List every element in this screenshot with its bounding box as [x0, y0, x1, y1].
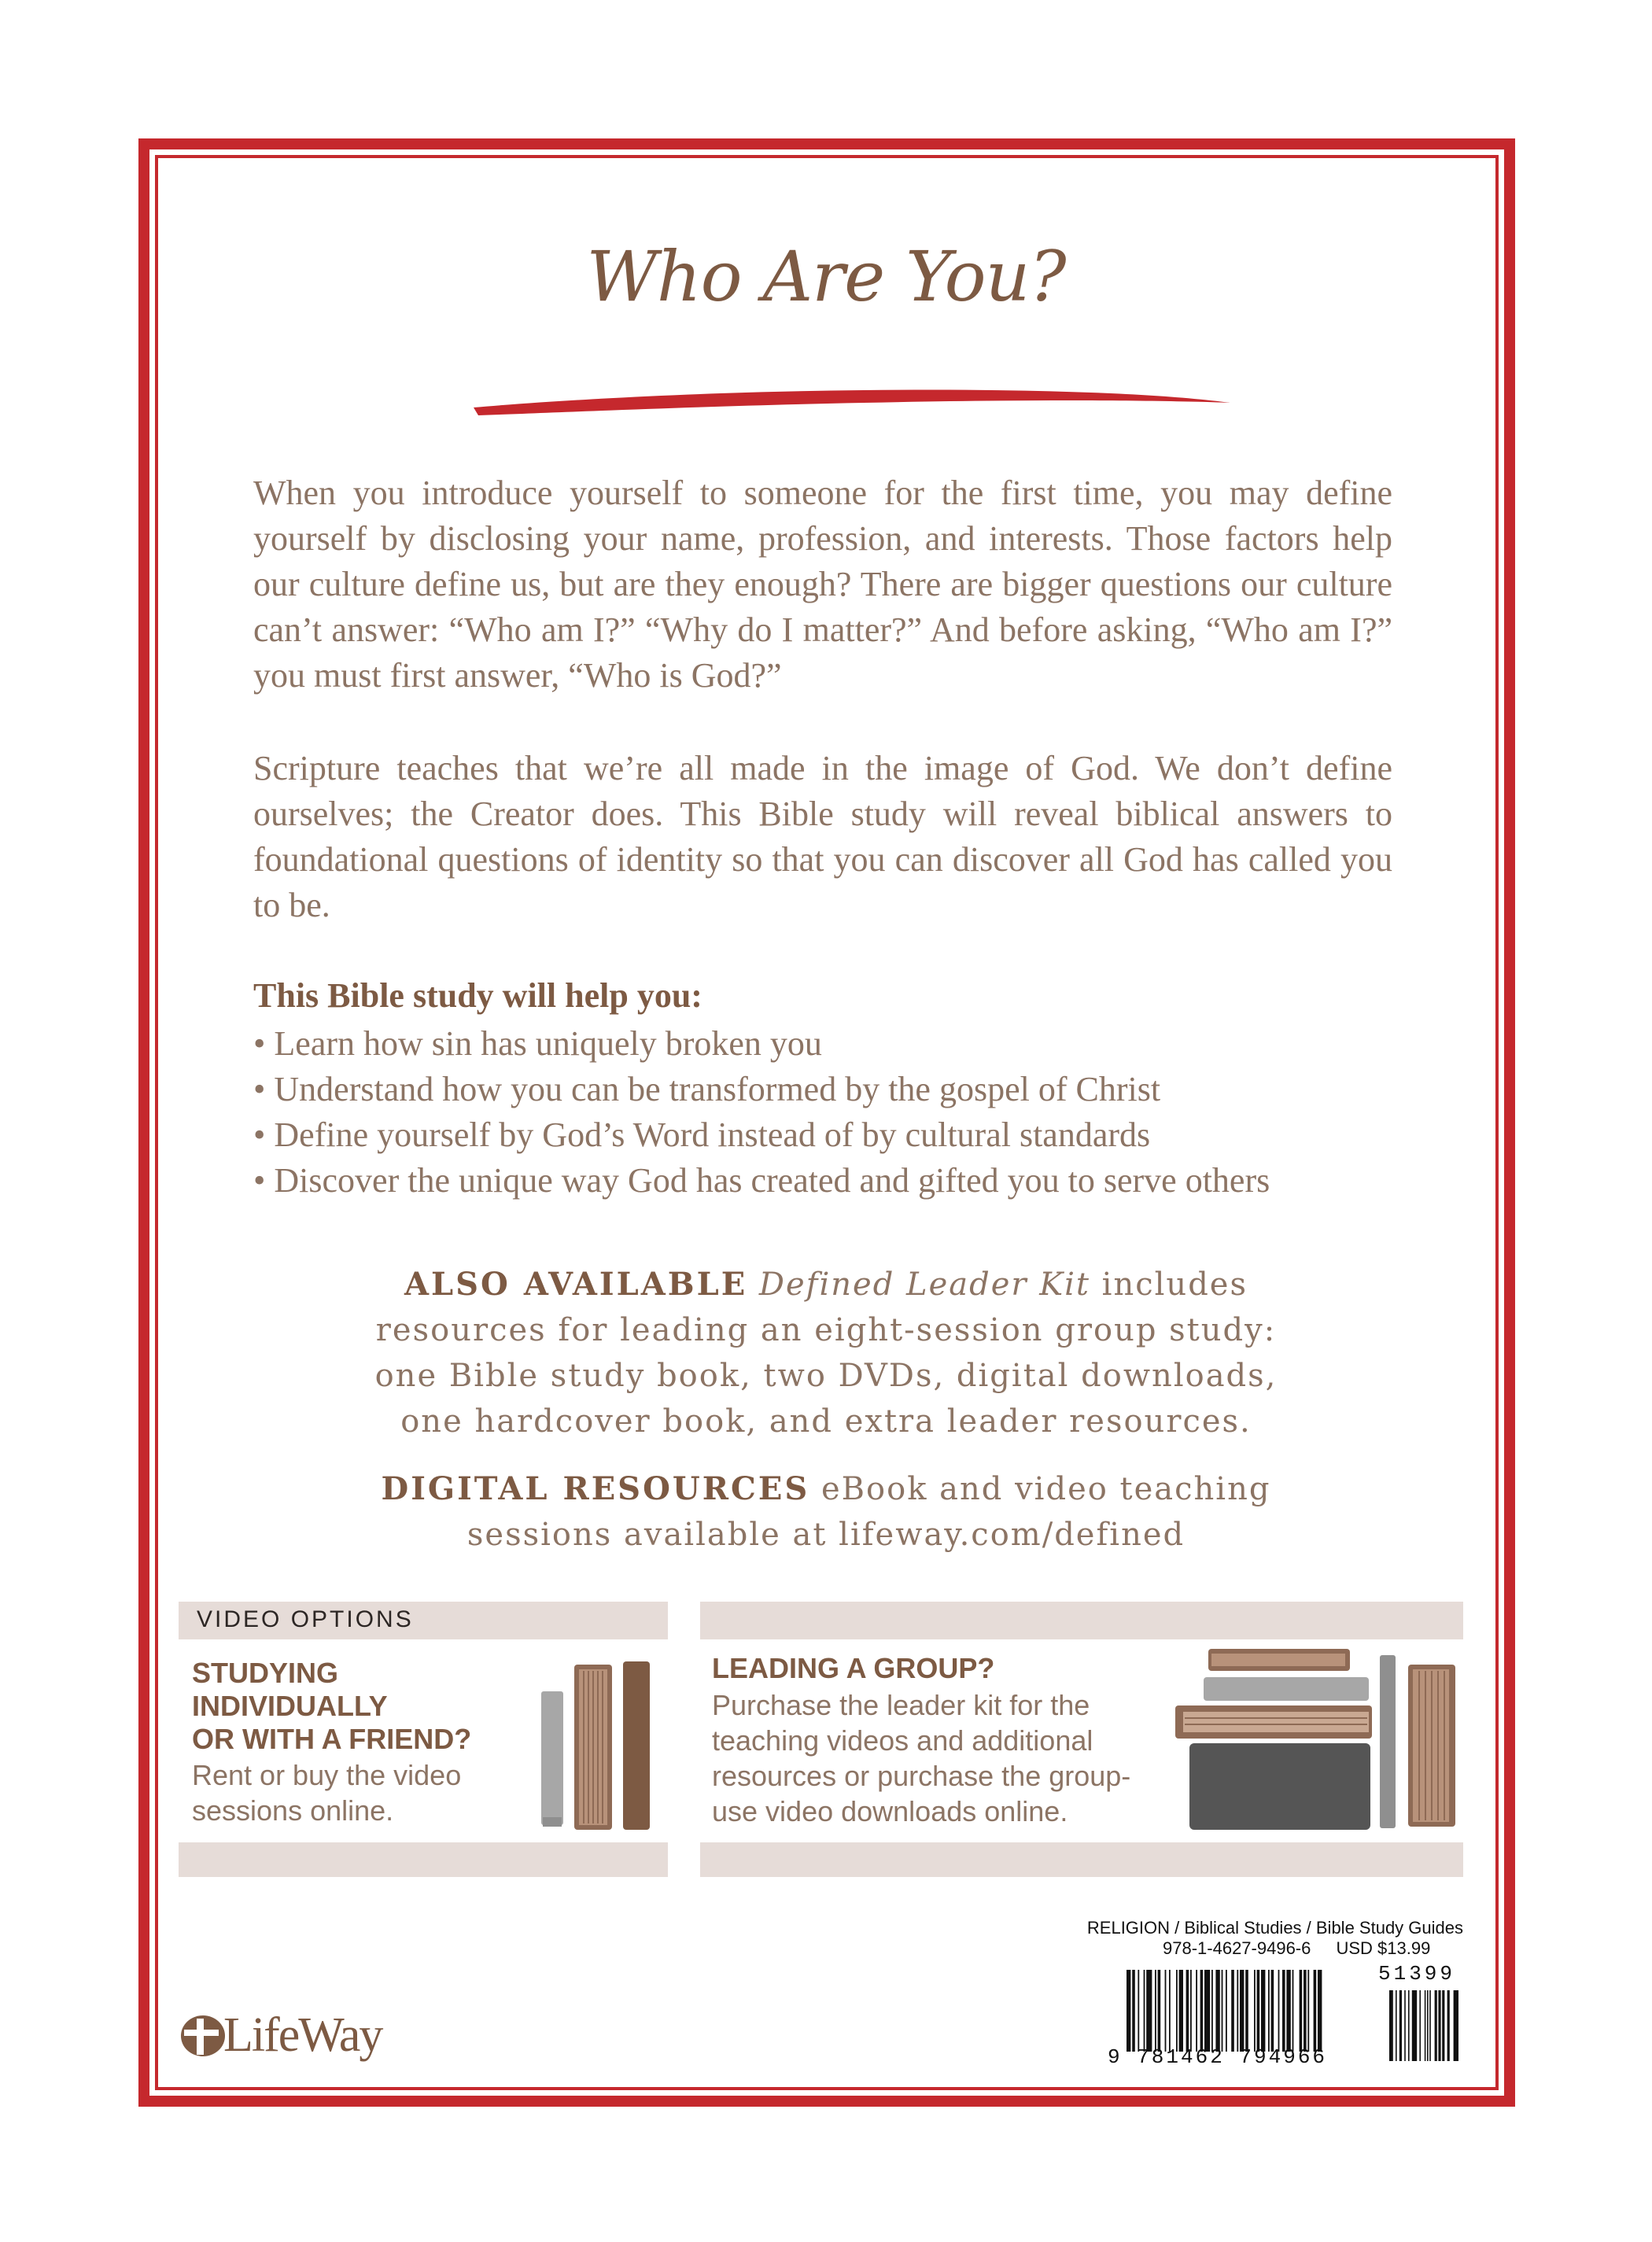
barcode-bar — [1165, 1970, 1167, 2052]
video-options-band — [700, 1602, 1463, 1639]
barcode-bar — [1200, 1970, 1204, 2052]
helps-item: • Understand how you can be transformed by the gospel of Christ — [253, 1067, 1270, 1112]
digital-resources-text: eBook and video teaching — [809, 1471, 1271, 1507]
barcode-bar — [1204, 1970, 1210, 2052]
group-body-line: use video downloads online. — [712, 1795, 1068, 1827]
group-body-line: resources or purchase the group- — [712, 1760, 1131, 1792]
barcode-bar — [1155, 1970, 1156, 2052]
video-options-band — [179, 1842, 668, 1877]
barcode-bar — [1231, 1970, 1234, 2052]
barcode-addon-bar — [1389, 1990, 1393, 2061]
helps-item: • Define yourself by God’s Word instead of by cultural standards — [253, 1112, 1270, 1158]
barcode-bar — [1254, 1970, 1256, 2052]
individual-body-line: Rent or buy the video — [192, 1759, 462, 1791]
individual-heading-line: INDIVIDUALLY — [192, 1690, 388, 1722]
barcode-bar — [1286, 1970, 1290, 2052]
barcode-bar — [1245, 1970, 1248, 2052]
barcode-bar — [1146, 1970, 1152, 2052]
also-available-line: resources for leading an eight-session group study: — [375, 1312, 1277, 1348]
lifeway-logo — [179, 2006, 415, 2069]
barcode-bar — [1179, 1970, 1183, 2052]
barcode-bar — [1257, 1970, 1260, 2052]
barcode-bar — [1240, 1970, 1244, 2052]
barcode-bar — [1268, 1970, 1270, 2052]
barcode-bar — [1138, 1970, 1139, 2052]
barcode-addon-bar — [1438, 1990, 1440, 2061]
barcode-bar — [1261, 1970, 1265, 2052]
barcode-bar — [1222, 1970, 1223, 2052]
barcode-bar — [1314, 1970, 1317, 2052]
group-body-line: teaching videos and additional — [712, 1724, 1093, 1757]
also-available-line: one Bible study book, two DVDs, digital downloads, — [374, 1358, 1278, 1394]
book-category: RELIGION / Biblical Studies / Bible Study Guides — [1086, 1918, 1463, 1938]
helps-heading: This Bible study will help you: — [253, 976, 702, 1015]
barcode-bar — [1169, 1970, 1171, 2052]
individual-heading-line: STUDYING — [192, 1657, 339, 1689]
digital-resources-label: DIGITAL RESOURCES — [381, 1470, 810, 1507]
barcode-bar — [1215, 1970, 1219, 2052]
barcode-bar — [1304, 1970, 1307, 2052]
price-label: USD $13.99 — [1336, 1938, 1431, 1958]
publisher-name: LifeWay — [223, 2008, 382, 2062]
group-option-body — [712, 1687, 1152, 1829]
also-available-block — [315, 1262, 1337, 1444]
barcode-bar — [1271, 1970, 1274, 2052]
barcode-bar — [1132, 1970, 1135, 2052]
intro-paragraph-1: When you introduce yourself to someone for the first time, you may define yourself by disclosing your name, profession, and interests. Those factors help our culture define us, but are they enough? There are bigger questions our culture can’t answer: “Who am I?” “Why do I matter?” And before asking, “Who am I?” you must first answer, “Who is God?” — [253, 474, 1392, 695]
barcode-bar — [1158, 1970, 1161, 2052]
also-available-label: ALSO AVAILABLE — [404, 1266, 748, 1303]
barcode-addon-bar — [1442, 1990, 1444, 2061]
barcode-addon-bar — [1429, 1990, 1431, 2061]
barcode-addon-bar — [1412, 1990, 1417, 2061]
digital-resources-url-line: sessions available at lifeway.com/defined — [466, 1517, 1186, 1553]
video-options-label: VIDEO OPTIONS — [197, 1606, 414, 1632]
helps-item: • Discover the unique way God has created and gifted you to serve others — [253, 1158, 1270, 1204]
barcode-addon-bar — [1404, 1990, 1406, 2061]
individual-option-body — [192, 1757, 538, 1828]
isbn-price-row — [1133, 1938, 1463, 1959]
page-title: Who Are You? — [586, 236, 1066, 317]
group-option-heading: LEADING A GROUP? — [712, 1652, 995, 1684]
barcode-bar — [1190, 1970, 1192, 2052]
video-options-band — [700, 1842, 1463, 1877]
barcode-bar — [1307, 1970, 1309, 2052]
also-available-text: includes — [1090, 1267, 1248, 1303]
barcode-bar — [1237, 1970, 1238, 2052]
barcode-addon-bar — [1396, 1990, 1397, 2061]
standing-books-icon — [541, 1660, 659, 1833]
barcode-addon-bar — [1425, 1990, 1426, 2061]
barcode-bar — [1186, 1970, 1189, 2052]
also-available-line: one hardcover book, and extra leader resources. — [400, 1403, 1252, 1440]
leader-kit-title: Defined Leader Kit — [758, 1267, 1090, 1303]
barcode-bar — [1211, 1970, 1213, 2052]
digital-resources-block — [315, 1466, 1337, 1558]
barcode-bar — [1278, 1970, 1280, 2052]
intro-paragraph-2: Scripture teaches that we’re all made in the image of God. We don’t define ourselves; the Creator does. This Bible study will reveal biblical answers to foundational questions of identity so that you can discover all God has called you to be. — [253, 749, 1392, 924]
barcode-bar — [1300, 1970, 1303, 2052]
individual-body-line: sessions online. — [192, 1794, 394, 1827]
barcode-addon-bar — [1399, 1990, 1402, 2061]
barcode-bar — [1282, 1970, 1285, 2052]
barcode-addon-bar — [1454, 1990, 1458, 2061]
barcode-bar — [1318, 1970, 1322, 2052]
barcode-bar — [1127, 1970, 1130, 2052]
barcode-addon-bar — [1447, 1990, 1450, 2061]
red-brush-stroke — [470, 384, 1233, 420]
barcode-bar — [1196, 1970, 1197, 2052]
book-stack-icon — [1167, 1649, 1463, 1838]
barcode-bar — [1144, 1970, 1145, 2052]
helps-item: • Learn how sin has uniquely broken you — [253, 1021, 1270, 1067]
individual-option-heading — [192, 1657, 538, 1756]
barcode-bar — [1176, 1970, 1178, 2052]
price-addon-number: 51399 — [1378, 1962, 1456, 1986]
lifeway-cross-icon — [179, 2012, 230, 2059]
barcode-bar — [1292, 1970, 1294, 2052]
individual-heading-line: OR WITH A FRIEND? — [192, 1723, 472, 1755]
barcode-addon-bar — [1408, 1990, 1410, 2061]
barcode-addon-bar — [1435, 1990, 1437, 2061]
barcode-digits: 9 781462 794966 — [1108, 2045, 1328, 2069]
group-body-line: Purchase the leader kit for the — [712, 1689, 1090, 1721]
barcode-addon-bar — [1427, 1990, 1429, 2061]
helps-list — [253, 1021, 1270, 1204]
barcode-bar — [1226, 1970, 1227, 2052]
barcode-addon-bar — [1419, 1990, 1421, 2061]
isbn-number: 978-1-4627-9496-6 — [1163, 1938, 1311, 1958]
